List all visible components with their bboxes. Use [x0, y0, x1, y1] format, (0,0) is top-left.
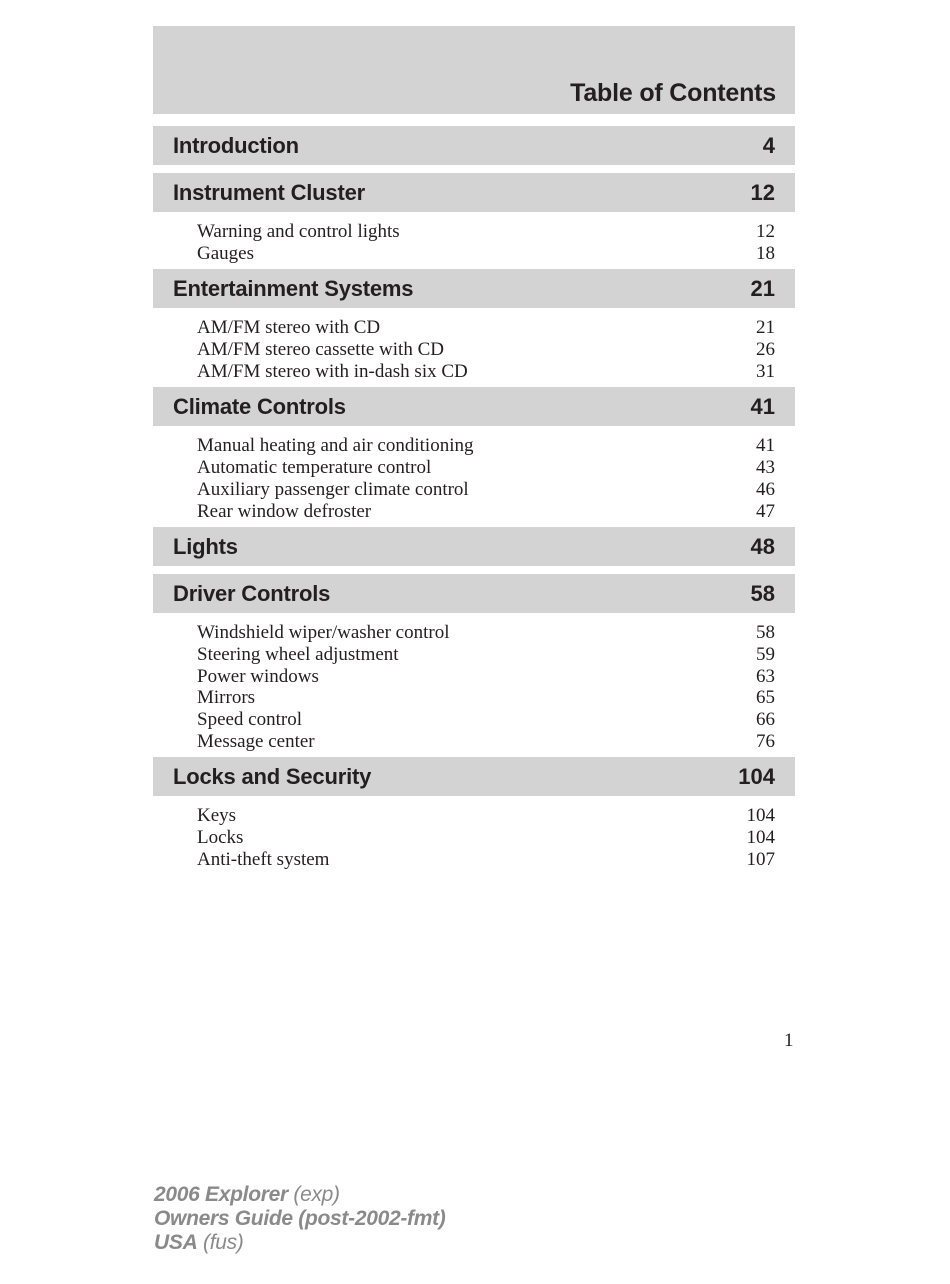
- footer-guide: Owners Guide (post-2002-fmt): [154, 1207, 446, 1230]
- entry-page-number: 104: [746, 827, 775, 848]
- entry-title: Speed control: [197, 708, 303, 730]
- section-title: Lights: [173, 534, 238, 560]
- toc-entry[interactable]: [153, 479, 795, 501]
- entry-title: AM/FM stereo cassette with CD: [197, 339, 444, 361]
- entry-title: Message center: [197, 730, 315, 752]
- section-page-number: 21: [750, 276, 775, 302]
- entry-title: Auxiliary passenger climate control: [197, 478, 469, 500]
- toc-entry[interactable]: [153, 221, 795, 243]
- section-heading[interactable]: [153, 387, 795, 426]
- footer-line-guide: [154, 1207, 445, 1231]
- page-number: 1: [784, 1030, 794, 1051]
- toc-section-introduction: [153, 126, 795, 165]
- section-heading[interactable]: [153, 527, 795, 566]
- entry-title: Power windows: [197, 665, 319, 687]
- entry-title: AM/FM stereo with in-dash six CD: [197, 360, 468, 382]
- toc-entry[interactable]: [153, 317, 795, 339]
- entry-page-number: 58: [756, 622, 775, 644]
- footer-line-market: [154, 1231, 445, 1255]
- section-heading[interactable]: [153, 757, 795, 796]
- entry-page-number: 63: [756, 665, 775, 687]
- section-heading[interactable]: [153, 173, 795, 212]
- section-page-number: 41: [750, 394, 775, 420]
- toc-entry[interactable]: [153, 827, 795, 849]
- toc-section-climate-controls: [153, 387, 795, 527]
- page-title: Table of Contents: [570, 79, 776, 107]
- entry-title: Rear window defroster: [197, 500, 372, 522]
- entry-title: Keys: [197, 805, 237, 827]
- footer-model: 2006 Explorer: [154, 1183, 288, 1206]
- entry-title: Manual heating and air conditioning: [197, 435, 474, 457]
- toc-entry[interactable]: [153, 805, 795, 827]
- section-title: Climate Controls: [173, 394, 346, 420]
- toc-entry[interactable]: [153, 622, 795, 644]
- entry-page-number: 59: [756, 643, 775, 665]
- toc-entry[interactable]: [153, 243, 795, 265]
- toc-entry[interactable]: [153, 731, 795, 753]
- footer-market: USA: [154, 1231, 198, 1254]
- toc-entry[interactable]: [153, 666, 795, 688]
- toc-entry[interactable]: [153, 849, 795, 871]
- entry-page-number: 41: [756, 435, 775, 457]
- entry-title: AM/FM stereo with CD: [197, 317, 381, 339]
- entry-title: Automatic temperature control: [197, 457, 432, 479]
- entry-page-number: 26: [756, 339, 775, 361]
- section-heading[interactable]: [153, 574, 795, 613]
- entry-page-number: 31: [756, 360, 775, 382]
- section-page-number: 48: [750, 534, 775, 560]
- section-title: Driver Controls: [173, 581, 331, 607]
- section-title: Introduction: [173, 133, 299, 158]
- footer-model-code: (exp): [293, 1183, 340, 1206]
- section-page-number: 12: [750, 180, 775, 205]
- section-heading[interactable]: [153, 126, 795, 165]
- document-footer: [154, 1183, 445, 1255]
- toc-entry[interactable]: [153, 644, 795, 666]
- title-bar: [153, 26, 795, 114]
- toc-section-instrument-cluster: [153, 173, 795, 269]
- section-page-number: 104: [738, 764, 775, 790]
- entry-page-number: 107: [746, 848, 775, 870]
- entry-page-number: 21: [756, 317, 775, 339]
- table-of-contents: [153, 126, 795, 875]
- entry-title: Anti-theft system: [197, 848, 330, 870]
- section-page-number: 58: [750, 581, 775, 607]
- toc-entry[interactable]: [153, 457, 795, 479]
- entry-title: Locks: [197, 827, 244, 848]
- toc-entry[interactable]: [153, 339, 795, 361]
- entry-page-number: 46: [756, 478, 775, 500]
- entry-page-number: 66: [756, 708, 775, 730]
- entry-title: Windshield wiper/washer control: [197, 622, 450, 644]
- section-items: [153, 434, 795, 527]
- entry-page-number: 47: [756, 500, 775, 522]
- section-title: Locks and Security: [173, 764, 372, 790]
- section-items: [153, 804, 795, 875]
- footer-market-code: (fus): [203, 1231, 244, 1254]
- toc-section-locks-and-security: [153, 757, 795, 875]
- toc-entry[interactable]: [153, 709, 795, 731]
- section-heading[interactable]: [153, 269, 795, 308]
- toc-entry[interactable]: [153, 361, 795, 383]
- entry-title: Warning and control lights: [197, 221, 400, 242]
- entry-title: Mirrors: [197, 687, 256, 709]
- toc-section-entertainment-systems: [153, 269, 795, 387]
- entry-page-number: 65: [756, 687, 775, 709]
- section-page-number: 4: [762, 133, 775, 158]
- section-items: [153, 621, 795, 757]
- section-items: [153, 220, 795, 269]
- entry-page-number: 18: [756, 242, 775, 264]
- toc-entry[interactable]: [153, 435, 795, 457]
- entry-page-number: 12: [756, 221, 775, 242]
- section-title: Entertainment Systems: [173, 276, 414, 302]
- toc-section-driver-controls: [153, 574, 795, 757]
- entry-page-number: 104: [746, 805, 775, 827]
- toc-entry[interactable]: [153, 501, 795, 523]
- section-title: Instrument Cluster: [173, 180, 365, 205]
- entry-page-number: 43: [756, 457, 775, 479]
- entry-title: Gauges: [197, 242, 254, 264]
- entry-page-number: 76: [756, 730, 775, 752]
- toc-section-lights: [153, 527, 795, 566]
- section-items: [153, 316, 795, 387]
- footer-line-model: [154, 1183, 445, 1207]
- toc-entry[interactable]: [153, 687, 795, 709]
- entry-title: Steering wheel adjustment: [197, 643, 399, 665]
